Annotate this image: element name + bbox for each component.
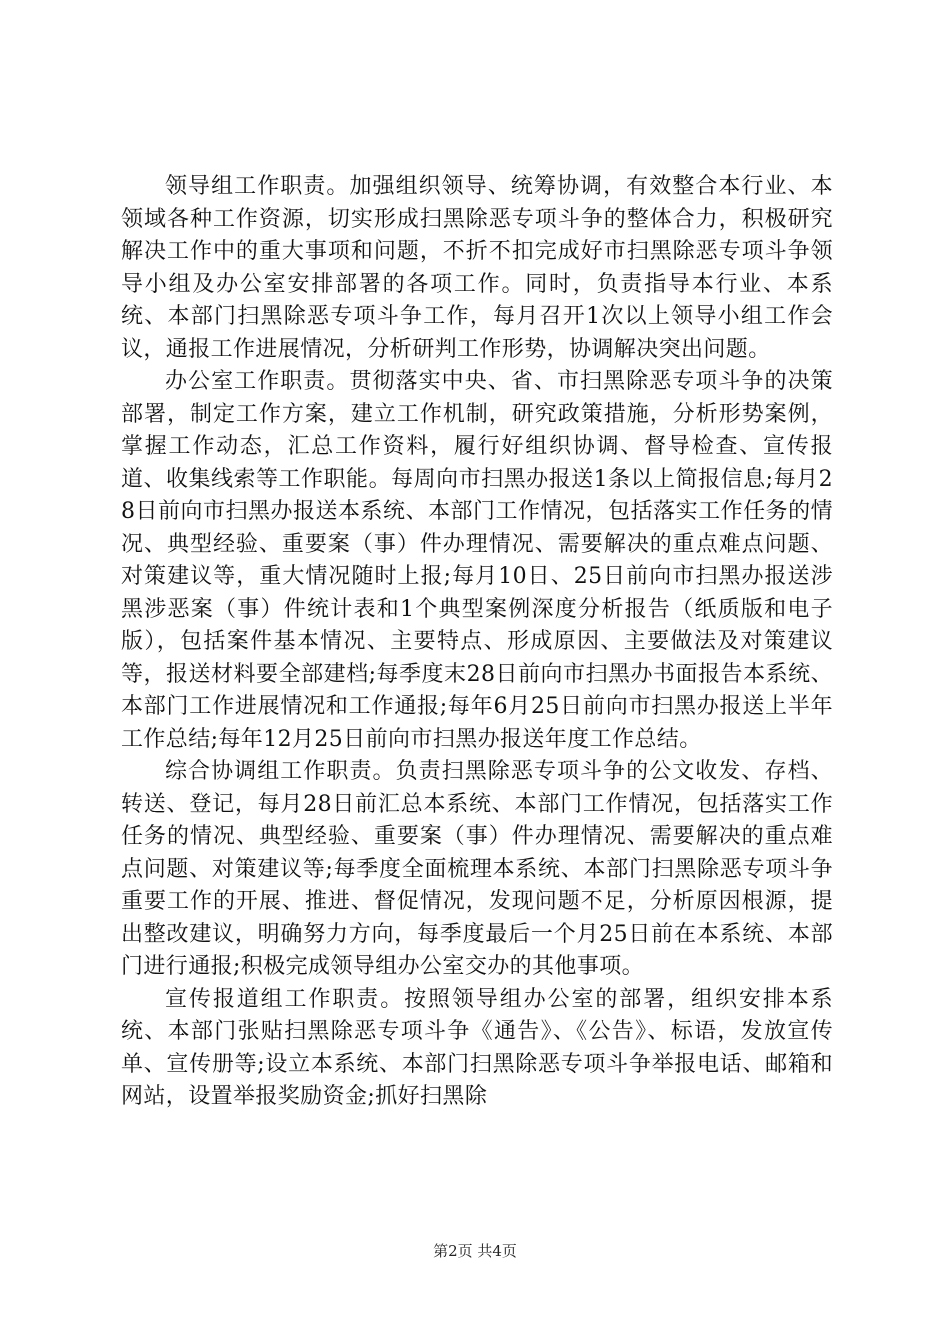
paragraph-leadership-group: 领导组工作职责。加强组织领导、统筹协调，有效整合本行业、本领域各种工作资源，切实形成扫黑除恶专项斗争的整体合力，积极研究解决工作中的重大事项和问题，不折不扣完成好市扫黑除恶专项斗争领导小组及办公室安排部署的各项工作。同时，负责指导本行业、本系统、本部门扫黑除恶专项斗争工作，每月召开1次以上领导小组工作会议，通报工作进展情况，分析研判工作形势，协调解决突出问题。: [121, 174, 833, 362]
page-footer: 第2页 共4页: [433, 1242, 517, 1260]
paragraph-publicity-group: 宣传报道组工作职责。按照领导组办公室的部署，组织安排本系统、本部门张贴扫黑除恶专项斗争《通告》、《公告》、标语，发放宣传单、宣传册等;设立本系统、本部门扫黑除恶专项斗争举报电话、邮箱和网站，设置举报奖励资金;抓好扫黑除: [121, 986, 833, 1109]
document-body: [121, 171, 833, 1114]
paragraph-office: 办公室工作职责。贯彻落实中央、省、市扫黑除恶专项斗争的决策部署，制定工作方案，建立工作机制，研究政策措施，分析形势案例，掌握工作动态，汇总工作资料，履行好组织协调、督导检查、宣传报道、收集线索等工作职能。每周向市扫黑办报送1条以上简报信息;每月28日前向市扫黑办报送本系统、本部门工作情况，包括落实工作任务的情况、典型经验、重要案（事）件办理情况、需要解决的重点难点问题、对策建议等，重大情况随时上报;每月10日、25日前向市扫黑办报送涉黑涉恶案（事）件统计表和1个典型案例深度分析报告（纸质版和电子版），包括案件基本情况、主要特点、形成原因、主要做法及对策建议等，报送材料要全部建档;每季度末28日前向市扫黑办书面报告本系统、本部门工作进展情况和工作通报;每年6月25日前向市扫黑办报送上半年工作总结;每年12月25日前向市扫黑办报送年度工作总结。: [121, 369, 833, 752]
paragraph-coordination-group: 综合协调组工作职责。负责扫黑除恶专项斗争的公文收发、存档、转送、登记，每月28日前汇总本系统、本部门工作情况，包括落实工作任务的情况、典型经验、重要案（事）件办理情况、需要解决的重点难点问题、对策建议等;每季度全面梳理本系统、本部门扫黑除恶专项斗争重要工作的开展、推进、督促情况，发现问题不足，分析原因根源，提出整改建议，明确努力方向，每季度最后一个月25日前在本系统、本部门进行通报;积极完成领导组办公室交办的其他事项。: [121, 759, 833, 979]
